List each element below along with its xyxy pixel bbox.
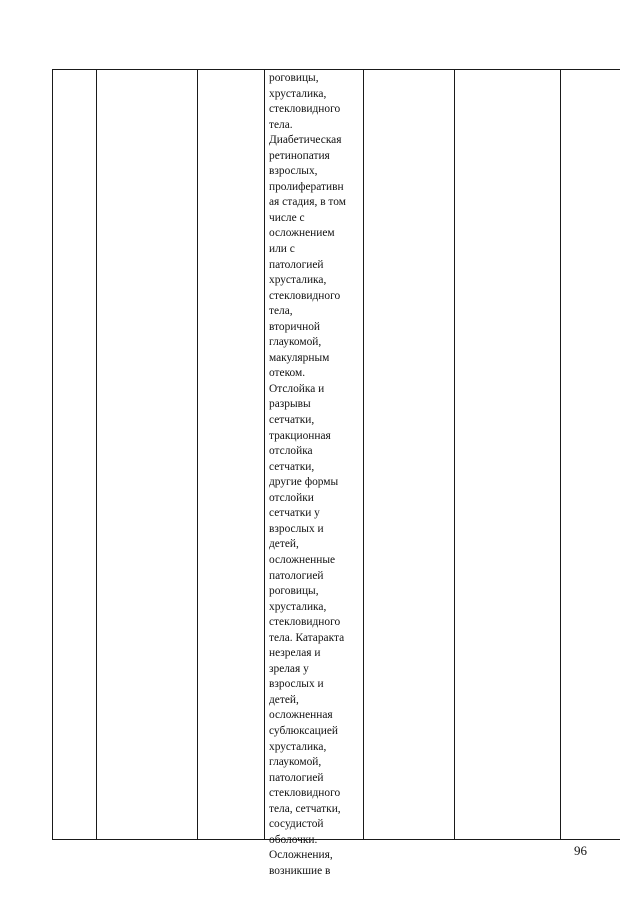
cell-text-line: разрывы [269, 398, 311, 411]
cell-text-line: тела, сетчатки, [269, 802, 341, 815]
cell-text-line: сетчатки, [269, 460, 315, 473]
table-column-border [454, 69, 455, 839]
table-column-border [96, 69, 97, 839]
cell-text-line: отслойка [269, 445, 313, 458]
cell-text-line: сосудистой [269, 818, 324, 831]
diagnosis-cell-text [269, 71, 361, 879]
cell-text-line: сублюксацией [269, 724, 338, 737]
cell-text-line: стекловидного [269, 103, 341, 116]
cell-text-line: отеком. [269, 367, 306, 380]
cell-text-line: патологией [269, 569, 324, 582]
cell-text-line: или с [269, 243, 295, 256]
cell-text-line: зрелая у [269, 662, 309, 675]
cell-text-line: пролиферативн [269, 180, 344, 193]
cell-text-line: Осложнения, [269, 849, 333, 862]
cell-text-line: глаукомой, [269, 756, 322, 769]
table-column-border [560, 69, 561, 839]
cell-text-line: осложненные [269, 553, 336, 566]
cell-text-line: взрослых, [269, 165, 318, 178]
cell-text-line: патологией [269, 258, 324, 271]
table-column-border [264, 69, 265, 839]
cell-text-line: вторичной [269, 320, 321, 333]
cell-text-line: числе с [269, 211, 305, 224]
cell-text-line: осложненная [269, 709, 333, 722]
cell-text-line: тракционная [269, 429, 331, 442]
cell-text-line: взрослых и [269, 522, 324, 535]
cell-text-line: детей, [269, 538, 299, 551]
cell-text-line: глаукомой, [269, 336, 322, 349]
cell-text-line: стекловидного [269, 616, 341, 629]
cell-text-line: незрелая и [269, 647, 321, 660]
cell-text-line: ая стадия, в том [269, 196, 346, 209]
table-column-border [197, 69, 198, 839]
cell-text-line: тела, [269, 305, 293, 318]
cell-text-line: стекловидного [269, 289, 341, 302]
cell-text-line: отслойки [269, 491, 314, 504]
cell-text-line: оболочки. [269, 833, 318, 846]
cell-text-line: роговицы, [269, 72, 319, 84]
cell-text-line: возникшие в [269, 864, 331, 877]
page-number: 96 [574, 843, 587, 858]
cell-text-line: хрусталика, [269, 274, 327, 287]
cell-text-line: осложнением [269, 227, 335, 240]
cell-text-line: другие формы [269, 476, 339, 489]
cell-text-line: хрусталика, [269, 87, 327, 100]
cell-text-line: сетчатки, [269, 414, 315, 427]
cell-text-line: тела. Катаракта [269, 631, 345, 644]
cell-text-line: ретинопатия [269, 149, 330, 162]
cell-text-line: стекловидного [269, 787, 341, 800]
cell-text-line: детей, [269, 693, 299, 706]
cell-text-line: тела. [269, 118, 293, 131]
cell-text-line: патологией [269, 771, 324, 784]
table-column-border [52, 69, 53, 839]
table-column-border [363, 69, 364, 839]
table-top-border [52, 69, 620, 70]
cell-text-line: Диабетическая [269, 134, 342, 147]
cell-text-line: взрослых и [269, 678, 324, 691]
cell-text-line: хрусталика, [269, 740, 327, 753]
cell-text-line: макулярным [269, 351, 330, 364]
cell-text-line: Отслойка и [269, 382, 325, 395]
cell-text-line: сетчатки у [269, 507, 320, 520]
cell-text-line: хрусталика, [269, 600, 327, 613]
cell-text-line: роговицы, [269, 585, 319, 598]
